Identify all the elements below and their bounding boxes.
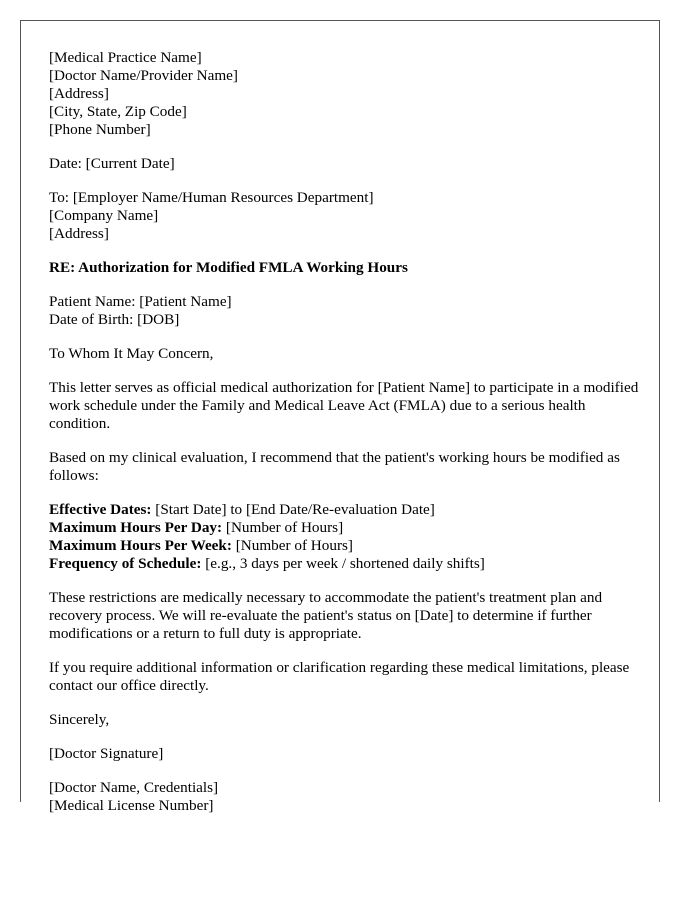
provider-name: [Doctor Name/Provider Name] bbox=[49, 67, 238, 84]
closing: Sincerely, bbox=[49, 711, 110, 728]
signature-placeholder: [Doctor Signature] bbox=[49, 745, 164, 762]
paragraph-restrictions: These restrictions are medically necessary to accommodate the patient's treatment plan and recovery process. We will re-evaluate the patient's status on [Date] to determine if further modifications or a return to full duty is appropriate. bbox=[49, 589, 603, 642]
sender-header bbox=[49, 49, 639, 139]
practice-name: [Medical Practice Name] bbox=[49, 49, 202, 66]
paragraph-contact: If you require additional information or clarification regarding these medical limitations, please contact our office directly. bbox=[49, 659, 630, 694]
term-label: Maximum Hours Per Day: bbox=[49, 519, 223, 536]
term-value: [Number of Hours] bbox=[231, 537, 353, 554]
letter-body bbox=[49, 49, 639, 831]
subject-line: RE: Authorization for Modified FMLA Working Hours bbox=[49, 259, 408, 276]
schedule-terms bbox=[49, 501, 639, 573]
medical-license: [Medical License Number] bbox=[49, 797, 214, 814]
salutation: To Whom It May Concern, bbox=[49, 345, 214, 362]
term-max-hours-day bbox=[49, 519, 639, 537]
letter-page bbox=[20, 20, 660, 814]
term-value: [Start Date] to [End Date/Re-evaluation Date] bbox=[151, 501, 435, 518]
recipient-address: [Address] bbox=[49, 225, 109, 242]
term-max-hours-week bbox=[49, 537, 639, 555]
term-value: [e.g., 3 days per week / shortened daily shifts] bbox=[201, 555, 485, 572]
term-frequency bbox=[49, 555, 639, 573]
doctor-name-credentials: [Doctor Name, Credentials] bbox=[49, 779, 219, 796]
term-value: [Number of Hours] bbox=[222, 519, 344, 536]
signoff-block bbox=[49, 779, 639, 815]
date-line: Date: [Current Date] bbox=[49, 155, 175, 172]
sender-address: [Address] bbox=[49, 85, 109, 102]
term-label: Maximum Hours Per Week: bbox=[49, 537, 232, 554]
paragraph-recommendation: Based on my clinical evaluation, I recommend that the patient's working hours be modified as follows: bbox=[49, 449, 620, 484]
sender-phone: [Phone Number] bbox=[49, 121, 151, 138]
term-effective-dates bbox=[49, 501, 639, 519]
term-label: Effective Dates: bbox=[49, 501, 152, 518]
patient-block bbox=[49, 293, 639, 329]
paragraph-authorization: This letter serves as official medical authorization for [Patient Name] to participate in a modified work schedule under the Family and Medical Leave Act (FMLA) due to a serious health condition. bbox=[49, 379, 639, 432]
recipient-to: To: [Employer Name/Human Resources Department] bbox=[49, 189, 374, 206]
patient-dob: Date of Birth: [DOB] bbox=[49, 311, 180, 328]
recipient-block bbox=[49, 189, 639, 243]
patient-name: Patient Name: [Patient Name] bbox=[49, 293, 232, 310]
recipient-company: [Company Name] bbox=[49, 207, 159, 224]
term-label: Frequency of Schedule: bbox=[49, 555, 202, 572]
sender-city-state-zip: [City, State, Zip Code] bbox=[49, 103, 187, 120]
